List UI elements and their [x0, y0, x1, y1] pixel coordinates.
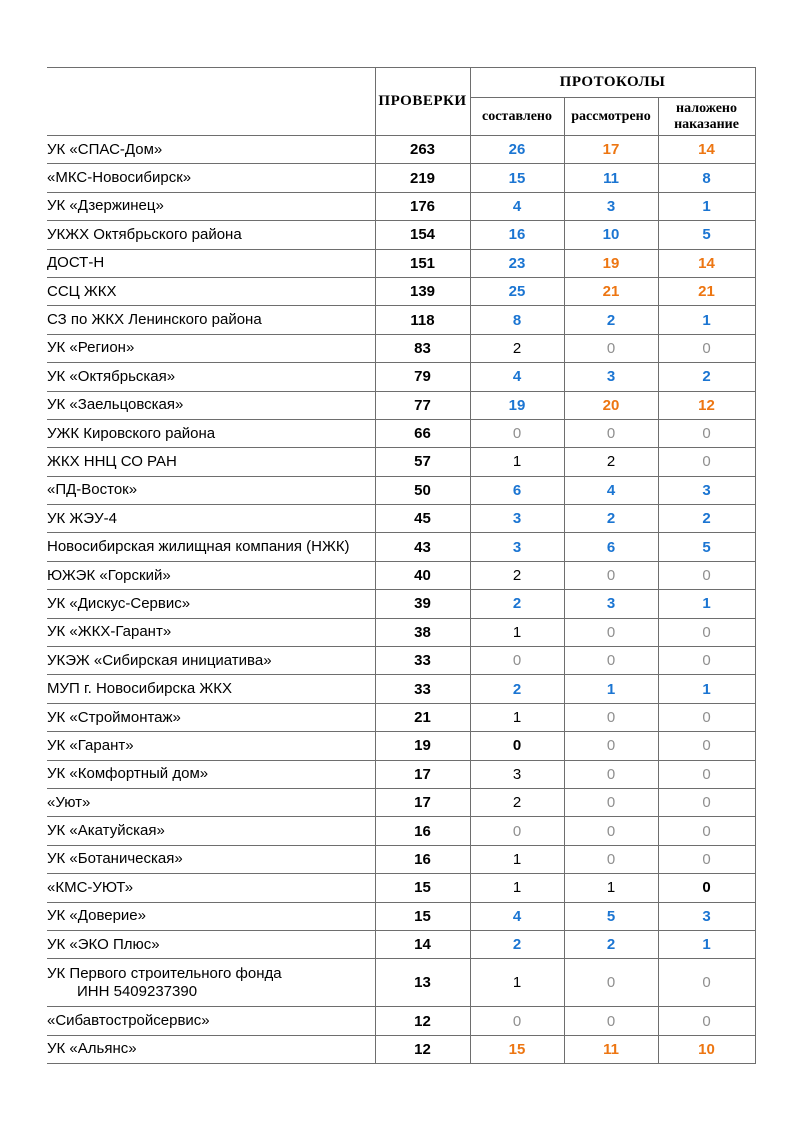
protocols-reviewed-cell: 20	[564, 391, 658, 419]
company-name: УК «СПАС-Дом»	[47, 140, 163, 158]
company-name-cell	[47, 732, 375, 760]
company-name-cell	[47, 788, 375, 816]
company-name: УК ЖЭУ-4	[47, 509, 117, 527]
protocols-reviewed-cell: 0	[564, 334, 658, 362]
table-row	[47, 306, 755, 334]
company-name-cell	[47, 703, 375, 731]
table-row	[47, 902, 755, 930]
checks-count-cell: 118	[375, 306, 470, 334]
checks-count-cell: 79	[375, 363, 470, 391]
table-row	[47, 221, 755, 249]
protocols-reviewed-cell: 21	[564, 277, 658, 305]
company-name: «КМС-УЮТ»	[47, 878, 134, 896]
company-name: УК «Гарант»	[47, 736, 134, 754]
protocols-compiled-cell: 1	[470, 845, 564, 873]
protocols-reviewed-cell: 2	[564, 448, 658, 476]
company-name: ЖКХ ННЦ СО РАН	[47, 452, 177, 470]
company-name: ССЦ ЖКХ	[47, 282, 117, 300]
company-name-cell	[47, 647, 375, 675]
company-name-cell	[47, 817, 375, 845]
company-name: УК «Дзержинец»	[47, 197, 164, 215]
company-name: УК «Альянс»	[47, 1040, 137, 1058]
table-body	[47, 136, 755, 1064]
table-row	[47, 561, 755, 589]
company-name-cell	[47, 959, 375, 1007]
table-row	[47, 732, 755, 760]
protocols-penalty-cell: 0	[658, 732, 755, 760]
protocols-reviewed-cell: 0	[564, 703, 658, 731]
checks-count-cell: 21	[375, 703, 470, 731]
company-name-cell	[47, 448, 375, 476]
table-row	[47, 391, 755, 419]
protocols-compiled-cell: 2	[470, 675, 564, 703]
company-name-cell	[47, 760, 375, 788]
company-name: УК «Акатуйская»	[47, 822, 165, 840]
protocols-penalty-cell: 1	[658, 675, 755, 703]
protocols-penalty-cell: 1	[658, 590, 755, 618]
checks-count-cell: 66	[375, 419, 470, 447]
company-name: УКЭЖ «Сибирская инициатива»	[47, 651, 272, 669]
company-name: ДОСТ-Н	[47, 254, 105, 272]
table-row	[47, 363, 755, 391]
company-name: «Уют»	[47, 793, 91, 811]
checks-count-cell: 50	[375, 476, 470, 504]
protocols-penalty-cell: 0	[658, 1007, 755, 1035]
company-name: УК «Регион»	[47, 339, 135, 357]
company-name: УКЖХ Октябрьского района	[47, 225, 242, 243]
checks-count-cell: 77	[375, 391, 470, 419]
company-name-cell	[47, 192, 375, 220]
protocols-reviewed-cell: 1	[564, 874, 658, 902]
checks-count-cell: 151	[375, 249, 470, 277]
company-inn: ИНН 5409237390	[77, 982, 198, 1000]
table-row	[47, 448, 755, 476]
protocols-reviewed-cell: 5	[564, 902, 658, 930]
checks-count-cell: 17	[375, 788, 470, 816]
protocols-compiled-cell: 0	[470, 817, 564, 845]
table-row	[47, 959, 755, 1007]
company-name-cell	[47, 874, 375, 902]
protocols-compiled-cell: 4	[470, 192, 564, 220]
company-name: УК «Дискус-Сервис»	[47, 594, 191, 612]
company-name-cell	[47, 1007, 375, 1035]
checks-column-header: ПРОВЕРКИ	[375, 68, 470, 136]
protocols-reviewed-cell: 0	[564, 618, 658, 646]
header-row-top	[47, 68, 755, 98]
protocols-reviewed-cell: 3	[564, 590, 658, 618]
protocols-compiled-cell: 0	[470, 419, 564, 447]
company-name: Новосибирская жилищная компания (НЖК)	[47, 538, 350, 556]
protocols-penalty-cell: 0	[658, 561, 755, 589]
protocols-reviewed-cell: 19	[564, 249, 658, 277]
protocols-compiled-cell: 1	[470, 959, 564, 1007]
protocols-reviewed-cell: 1	[564, 675, 658, 703]
table-row	[47, 249, 755, 277]
company-name: УК «Строймонтаж»	[47, 708, 181, 726]
company-name-cell	[47, 391, 375, 419]
checks-count-cell: 15	[375, 902, 470, 930]
table-row	[47, 647, 755, 675]
table-row	[47, 1035, 755, 1063]
company-name-cell	[47, 590, 375, 618]
protocols-penalty-cell: 0	[658, 817, 755, 845]
checks-count-cell: 17	[375, 760, 470, 788]
checks-count-cell: 40	[375, 561, 470, 589]
company-name-cell	[47, 1035, 375, 1063]
checks-count-cell: 14	[375, 930, 470, 958]
company-name: УК «ЖКХ-Гарант»	[47, 623, 172, 641]
company-name: УК «ЭКО Плюс»	[47, 935, 160, 953]
protocols-compiled-cell: 23	[470, 249, 564, 277]
subheader-penalty: наложено наказание	[658, 98, 755, 136]
protocols-reviewed-cell: 0	[564, 845, 658, 873]
protocols-penalty-cell: 0	[658, 788, 755, 816]
company-name-cell	[47, 136, 375, 164]
company-name-cell	[47, 164, 375, 192]
protocols-reviewed-cell: 11	[564, 1035, 658, 1063]
company-name-cell	[47, 306, 375, 334]
table-row	[47, 136, 755, 164]
protocols-compiled-cell: 2	[470, 788, 564, 816]
table-row	[47, 618, 755, 646]
table-row	[47, 419, 755, 447]
checks-count-cell: 39	[375, 590, 470, 618]
table-row	[47, 845, 755, 873]
table-row	[47, 533, 755, 561]
checks-count-cell: 13	[375, 959, 470, 1007]
protocols-compiled-cell: 3	[470, 533, 564, 561]
protocols-penalty-cell: 0	[658, 845, 755, 873]
company-name: УК Первого строительного фонда	[47, 964, 282, 982]
table-row	[47, 817, 755, 845]
protocols-reviewed-cell: 0	[564, 732, 658, 760]
protocols-reviewed-cell: 0	[564, 817, 658, 845]
protocols-penalty-cell: 1	[658, 192, 755, 220]
protocols-penalty-cell: 5	[658, 221, 755, 249]
protocols-compiled-cell: 4	[470, 363, 564, 391]
protocols-compiled-cell: 19	[470, 391, 564, 419]
protocols-compiled-cell: 2	[470, 590, 564, 618]
company-name-cell	[47, 363, 375, 391]
company-name-cell	[47, 419, 375, 447]
checks-count-cell: 33	[375, 647, 470, 675]
protocols-compiled-cell: 16	[470, 221, 564, 249]
checks-count-cell: 176	[375, 192, 470, 220]
table-row	[47, 164, 755, 192]
table-row	[47, 505, 755, 533]
table-row	[47, 930, 755, 958]
company-name: «МКС-Новосибирск»	[47, 169, 192, 187]
protocols-group-header: ПРОТОКОЛЫ	[470, 68, 755, 98]
table-row	[47, 788, 755, 816]
company-name-cell	[47, 505, 375, 533]
protocols-penalty-cell: 0	[658, 448, 755, 476]
protocols-penalty-cell: 0	[658, 618, 755, 646]
company-name-cell	[47, 533, 375, 561]
company-name: МУП г. Новосибирска ЖКХ	[47, 680, 232, 698]
protocols-penalty-cell: 0	[658, 334, 755, 362]
checks-count-cell: 16	[375, 817, 470, 845]
company-name: УК «Заельцовская»	[47, 396, 184, 414]
checks-count-cell: 139	[375, 277, 470, 305]
protocols-compiled-cell: 25	[470, 277, 564, 305]
protocols-reviewed-cell: 4	[564, 476, 658, 504]
protocols-penalty-cell: 12	[658, 391, 755, 419]
company-name: УК «Октябрьская»	[47, 367, 176, 385]
protocols-compiled-cell: 1	[470, 703, 564, 731]
table-row	[47, 277, 755, 305]
protocols-penalty-cell: 2	[658, 505, 755, 533]
checks-count-cell: 154	[375, 221, 470, 249]
protocols-reviewed-cell: 0	[564, 788, 658, 816]
table-row	[47, 703, 755, 731]
checks-count-cell: 16	[375, 845, 470, 873]
protocols-compiled-cell: 1	[470, 618, 564, 646]
company-name-cell	[47, 930, 375, 958]
table-row	[47, 1007, 755, 1035]
protocols-reviewed-cell: 6	[564, 533, 658, 561]
company-name-cell	[47, 902, 375, 930]
protocols-penalty-cell: 0	[658, 703, 755, 731]
protocols-compiled-cell: 26	[470, 136, 564, 164]
checks-count-cell: 12	[375, 1035, 470, 1063]
table-row	[47, 874, 755, 902]
company-name-cell	[47, 221, 375, 249]
protocols-compiled-cell: 3	[470, 760, 564, 788]
protocols-penalty-cell: 3	[658, 902, 755, 930]
protocols-compiled-cell: 15	[470, 1035, 564, 1063]
company-name-cell	[47, 476, 375, 504]
protocols-compiled-cell: 2	[470, 561, 564, 589]
protocols-reviewed-cell: 0	[564, 419, 658, 447]
protocols-penalty-cell: 0	[658, 959, 755, 1007]
checks-count-cell: 33	[375, 675, 470, 703]
checks-count-cell: 219	[375, 164, 470, 192]
table-header	[47, 68, 755, 136]
protocols-penalty-cell: 3	[658, 476, 755, 504]
protocols-reviewed-cell: 11	[564, 164, 658, 192]
checks-count-cell: 38	[375, 618, 470, 646]
table-row	[47, 675, 755, 703]
company-name-cell	[47, 561, 375, 589]
subheader-reviewed: рассмотрено	[564, 98, 658, 136]
protocols-compiled-cell: 0	[470, 1007, 564, 1035]
protocols-reviewed-cell: 0	[564, 561, 658, 589]
company-name: «ПД-Восток»	[47, 481, 138, 499]
protocols-reviewed-cell: 2	[564, 505, 658, 533]
protocols-compiled-cell: 2	[470, 930, 564, 958]
table-row	[47, 476, 755, 504]
protocols-penalty-cell: 14	[658, 136, 755, 164]
company-name: УК «Ботаническая»	[47, 850, 183, 868]
inspections-protocols-table	[47, 67, 756, 1064]
protocols-reviewed-cell: 17	[564, 136, 658, 164]
protocols-reviewed-cell: 0	[564, 647, 658, 675]
protocols-reviewed-cell: 3	[564, 363, 658, 391]
protocols-compiled-cell: 15	[470, 164, 564, 192]
protocols-compiled-cell: 2	[470, 334, 564, 362]
protocols-penalty-cell: 1	[658, 930, 755, 958]
table-row	[47, 760, 755, 788]
table-row	[47, 590, 755, 618]
checks-count-cell: 263	[375, 136, 470, 164]
protocols-reviewed-cell: 0	[564, 1007, 658, 1035]
protocols-penalty-cell: 14	[658, 249, 755, 277]
checks-count-cell: 43	[375, 533, 470, 561]
protocols-reviewed-cell: 0	[564, 959, 658, 1007]
company-name-cell	[47, 249, 375, 277]
company-name: СЗ по ЖКХ Ленинского района	[47, 311, 262, 329]
protocols-penalty-cell: 8	[658, 164, 755, 192]
protocols-penalty-cell: 5	[658, 533, 755, 561]
company-name-cell	[47, 845, 375, 873]
protocols-penalty-cell: 1	[658, 306, 755, 334]
protocols-reviewed-cell: 0	[564, 760, 658, 788]
checks-count-cell: 12	[375, 1007, 470, 1035]
checks-count-cell: 45	[375, 505, 470, 533]
checks-count-cell: 15	[375, 874, 470, 902]
protocols-penalty-cell: 0	[658, 419, 755, 447]
protocols-compiled-cell: 0	[470, 647, 564, 675]
subheader-compiled: составлено	[470, 98, 564, 136]
protocols-reviewed-cell: 10	[564, 221, 658, 249]
company-name: «Сибавтостройсервис»	[47, 1012, 210, 1030]
company-name-cell	[47, 334, 375, 362]
protocols-compiled-cell: 1	[470, 448, 564, 476]
company-name: УК «Доверие»	[47, 907, 146, 925]
protocols-reviewed-cell: 3	[564, 192, 658, 220]
protocols-penalty-cell: 2	[658, 363, 755, 391]
protocols-compiled-cell: 4	[470, 902, 564, 930]
protocols-compiled-cell: 8	[470, 306, 564, 334]
protocols-compiled-cell: 0	[470, 732, 564, 760]
table-row	[47, 334, 755, 362]
protocols-penalty-cell: 0	[658, 874, 755, 902]
company-name: УЖК Кировского района	[47, 424, 216, 442]
company-name-cell	[47, 277, 375, 305]
protocols-compiled-cell: 1	[470, 874, 564, 902]
company-name: УК «Комфортный дом»	[47, 765, 209, 783]
checks-count-cell: 19	[375, 732, 470, 760]
table-row	[47, 192, 755, 220]
protocols-reviewed-cell: 2	[564, 930, 658, 958]
protocols-compiled-cell: 3	[470, 505, 564, 533]
protocols-compiled-cell: 6	[470, 476, 564, 504]
company-name-cell	[47, 618, 375, 646]
protocols-penalty-cell: 10	[658, 1035, 755, 1063]
protocols-penalty-cell: 0	[658, 760, 755, 788]
company-name-cell	[47, 675, 375, 703]
company-column-header-empty	[47, 68, 375, 136]
checks-count-cell: 57	[375, 448, 470, 476]
protocols-penalty-cell: 0	[658, 647, 755, 675]
company-name: ЮЖЭК «Горский»	[47, 566, 171, 584]
protocols-penalty-cell: 21	[658, 277, 755, 305]
protocols-reviewed-cell: 2	[564, 306, 658, 334]
checks-count-cell: 83	[375, 334, 470, 362]
